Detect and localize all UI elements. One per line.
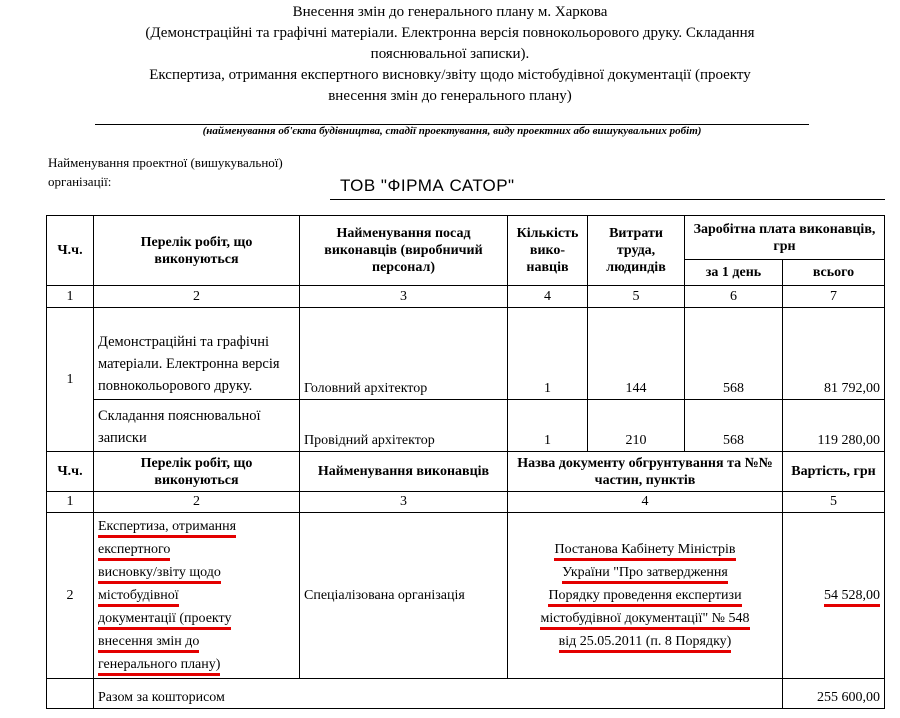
- work-line: експертного: [98, 542, 170, 561]
- organization-label: [48, 153, 283, 191]
- th-works: Перелік робіт, що виконуються: [94, 216, 300, 286]
- table2-header-row: [47, 452, 885, 492]
- row-total1: 81 792,00: [783, 308, 885, 400]
- table1-colnum-row: [47, 286, 885, 308]
- colnum: 3: [300, 492, 508, 513]
- table-row: [47, 400, 885, 452]
- row-work1: Демонстраційні та графічні матеріали. Електронна версія повнокольорового друку.: [94, 308, 300, 400]
- th2-executors: Найменування виконавців: [300, 452, 508, 492]
- row-count2: 1: [508, 400, 588, 452]
- th-no: Ч.ч.: [47, 216, 94, 286]
- colnum: 6: [685, 286, 783, 308]
- total-label: Разом за кошторисом: [94, 679, 783, 709]
- colnum: 4: [508, 492, 783, 513]
- estimate-table: [46, 215, 885, 709]
- th-count: Кількість вико- навців: [508, 216, 588, 286]
- row-position1: Головний архітектор: [300, 308, 508, 400]
- organization-name: ТОВ "ФІРМА САТОР": [340, 176, 515, 195]
- row2-executor: Спеціалізована організація: [300, 513, 508, 679]
- doc-line: Постанова Кабінету Міністрів: [554, 542, 735, 561]
- work-line: містобудівної: [98, 588, 179, 607]
- row2-no: 2: [47, 513, 94, 679]
- table-row: [47, 513, 885, 679]
- row-total2: 119 280,00: [783, 400, 885, 452]
- colnum: 5: [783, 492, 885, 513]
- row-labor2: 210: [588, 400, 685, 452]
- row-work2: Складання пояснювальної записки: [94, 400, 300, 452]
- work-line: внесення змін до: [98, 634, 199, 653]
- total-value: 255 600,00: [783, 679, 885, 709]
- row-day1: 568: [685, 308, 783, 400]
- colnum: 4: [508, 286, 588, 308]
- organization-label-line1: Найменування проектної (вишукувальної): [48, 155, 283, 170]
- total-empty: [47, 679, 94, 709]
- work-line: документації (проекту: [98, 611, 231, 630]
- th2-document: Назва документу обгрунтування та №№ частин, пунктів: [508, 452, 783, 492]
- colnum: 7: [783, 286, 885, 308]
- row-count1: 1: [508, 308, 588, 400]
- colnum: 3: [300, 286, 508, 308]
- colnum: 5: [588, 286, 685, 308]
- work-line: висновку/звіту щодо: [98, 565, 221, 584]
- row2-document: [508, 513, 783, 679]
- row-labor1: 144: [588, 308, 685, 400]
- th-salary: Заробітна плата виконавців, грн: [685, 216, 885, 260]
- document-header: [40, 2, 860, 107]
- row-no: 1: [47, 308, 94, 452]
- row2-work: [94, 513, 300, 679]
- th2-cost: Вартість, грн: [783, 452, 885, 492]
- doc-line: Порядку проведення експертизи: [548, 588, 741, 607]
- colnum: 2: [94, 492, 300, 513]
- th-total: всього: [783, 260, 885, 286]
- header-line2: (Демонстраційні та графічні матеріали. Електронна версія повнокольорового друку. Складання пояснювальної записки).: [145, 25, 755, 62]
- doc-line: України "Про затвердження: [562, 565, 728, 584]
- organization-underline: [330, 199, 885, 200]
- colnum: 1: [47, 286, 94, 308]
- cost-value: 54 528,00: [824, 588, 880, 607]
- row2-cost: [783, 513, 885, 679]
- row-position2: Провідний архітектор: [300, 400, 508, 452]
- doc-line: містобудівної документації" № 548: [540, 611, 749, 630]
- header-line3: Експертиза, отримання експертного висновку/звіту щодо містобудівної документації (проекту внесення змін до генерального плану): [149, 67, 751, 104]
- th-labor: Витрати труда, людиндів: [588, 216, 685, 286]
- table1-header-row: [47, 216, 885, 260]
- organization-label-line2: організації:: [48, 174, 112, 189]
- row-day2: 568: [685, 400, 783, 452]
- work-line: Експертиза, отримання: [98, 519, 236, 538]
- colnum: 2: [94, 286, 300, 308]
- th-positions: Найменування посад виконавців (виробничий персонал): [300, 216, 508, 286]
- table2-colnum-row: [47, 492, 885, 513]
- work-line: генерального плану): [98, 657, 220, 676]
- header-note: (найменування об'єкта будівництва, стадії проектування, виду проектних або вишукувальних робіт): [202, 125, 702, 137]
- header-line1: Внесення змін до генерального плану м. Харкова: [292, 4, 608, 20]
- th2-works: Перелік робіт, що виконуються: [94, 452, 300, 492]
- th2-no: Ч.ч.: [47, 452, 94, 492]
- th-per-day: за 1 день: [685, 260, 783, 286]
- total-row: [47, 679, 885, 709]
- table-row: [47, 308, 885, 400]
- doc-line: від 25.05.2011 (п. 8 Порядку): [559, 634, 732, 653]
- colnum: 1: [47, 492, 94, 513]
